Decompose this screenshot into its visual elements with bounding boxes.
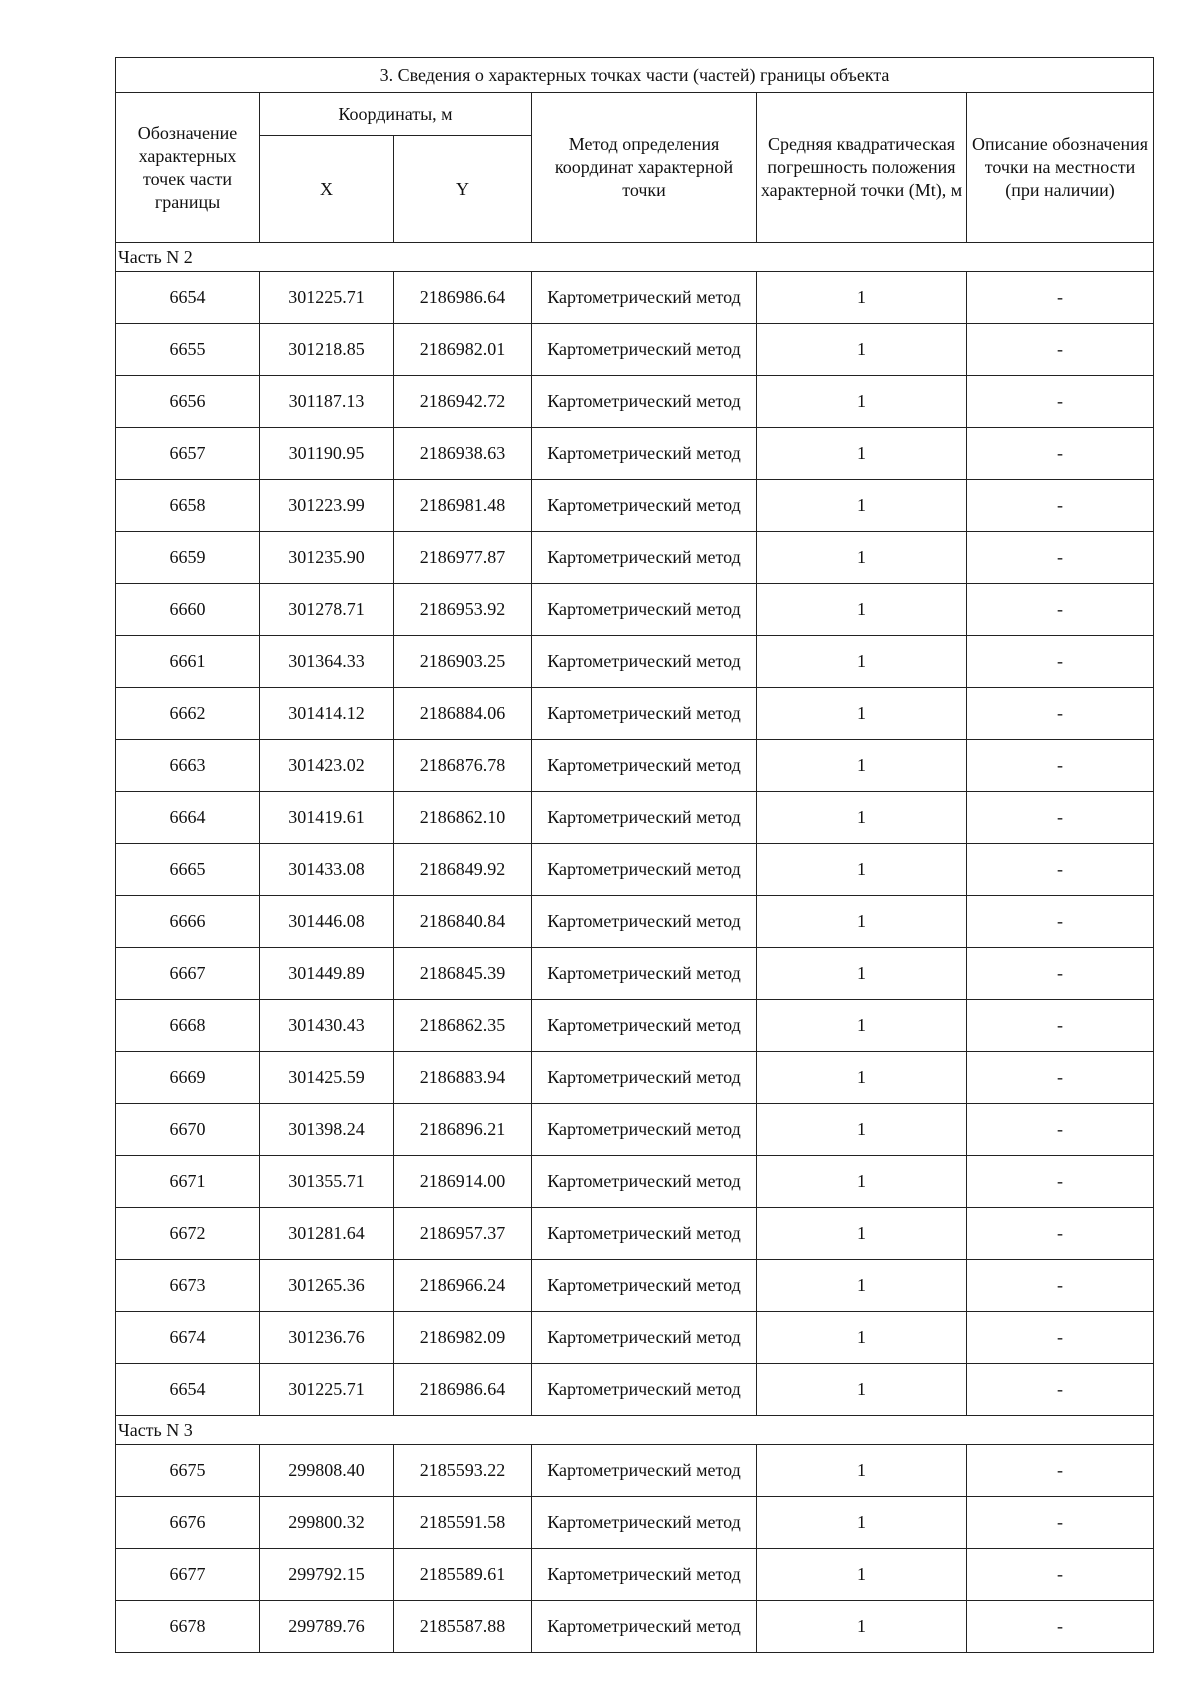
cell-point: 6672	[116, 1208, 260, 1260]
cell-method: Картометрический метод	[532, 1000, 757, 1052]
cell-method: Картометрический метод	[532, 1601, 757, 1653]
cell-description: -	[967, 532, 1154, 584]
cell-y: 2186953.92	[394, 584, 532, 636]
table-row	[116, 1104, 1154, 1156]
cell-point: 6656	[116, 376, 260, 428]
cell-y: 2186845.39	[394, 948, 532, 1000]
cell-mt: 1	[757, 1364, 967, 1416]
cell-method: Картометрический метод	[532, 688, 757, 740]
cell-description: -	[967, 1052, 1154, 1104]
cell-method: Картометрический метод	[532, 1052, 757, 1104]
header-point: Обозначение характерных точек части границы	[116, 93, 260, 243]
cell-x: 301355.71	[260, 1156, 394, 1208]
cell-x: 301446.08	[260, 896, 394, 948]
cell-description: -	[967, 376, 1154, 428]
cell-y: 2185589.61	[394, 1549, 532, 1601]
cell-method: Картометрический метод	[532, 584, 757, 636]
cell-method: Картометрический метод	[532, 1445, 757, 1497]
cell-point: 6678	[116, 1601, 260, 1653]
table-row	[116, 844, 1154, 896]
cell-y: 2186977.87	[394, 532, 532, 584]
table-row	[116, 584, 1154, 636]
cell-method: Картометрический метод	[532, 948, 757, 1000]
cell-method: Картометрический метод	[532, 480, 757, 532]
cell-point: 6670	[116, 1104, 260, 1156]
cell-mt: 1	[757, 740, 967, 792]
table-row	[116, 480, 1154, 532]
table-row	[116, 1364, 1154, 1416]
table-row	[116, 1000, 1154, 1052]
cell-mt: 1	[757, 1000, 967, 1052]
cell-x: 299808.40	[260, 1445, 394, 1497]
cell-mt: 1	[757, 272, 967, 324]
cell-y: 2186982.09	[394, 1312, 532, 1364]
cell-point: 6671	[116, 1156, 260, 1208]
cell-y: 2186942.72	[394, 376, 532, 428]
cell-point: 6676	[116, 1497, 260, 1549]
cell-point: 6667	[116, 948, 260, 1000]
cell-y: 2186876.78	[394, 740, 532, 792]
cell-x: 299792.15	[260, 1549, 394, 1601]
cell-point: 6674	[116, 1312, 260, 1364]
cell-point: 6677	[116, 1549, 260, 1601]
cell-y: 2185593.22	[394, 1445, 532, 1497]
cell-y: 2186986.64	[394, 272, 532, 324]
cell-point: 6655	[116, 324, 260, 376]
cell-x: 301187.13	[260, 376, 394, 428]
cell-method: Картометрический метод	[532, 376, 757, 428]
cell-y: 2186862.35	[394, 1000, 532, 1052]
cell-description: -	[967, 792, 1154, 844]
table-row	[116, 636, 1154, 688]
cell-mt: 1	[757, 1104, 967, 1156]
cell-x: 301419.61	[260, 792, 394, 844]
cell-description: -	[967, 1497, 1154, 1549]
cell-method: Картометрический метод	[532, 844, 757, 896]
part-header-row	[116, 243, 1154, 272]
cell-y: 2186981.48	[394, 480, 532, 532]
cell-method: Картометрический метод	[532, 1104, 757, 1156]
cell-mt: 1	[757, 376, 967, 428]
cell-point: 6668	[116, 1000, 260, 1052]
cell-description: -	[967, 1549, 1154, 1601]
cell-method: Картометрический метод	[532, 532, 757, 584]
table-row	[116, 1052, 1154, 1104]
cell-mt: 1	[757, 896, 967, 948]
cell-point: 6669	[116, 1052, 260, 1104]
cell-point: 6666	[116, 896, 260, 948]
cell-x: 301225.71	[260, 1364, 394, 1416]
table-row	[116, 532, 1154, 584]
table-row	[116, 428, 1154, 480]
cell-point: 6662	[116, 688, 260, 740]
cell-x: 301425.59	[260, 1052, 394, 1104]
cell-x: 301218.85	[260, 324, 394, 376]
table-row	[116, 688, 1154, 740]
cell-mt: 1	[757, 1208, 967, 1260]
cell-point: 6661	[116, 636, 260, 688]
cell-method: Картометрический метод	[532, 1549, 757, 1601]
cell-mt: 1	[757, 428, 967, 480]
cell-method: Картометрический метод	[532, 792, 757, 844]
cell-mt: 1	[757, 792, 967, 844]
cell-y: 2186903.25	[394, 636, 532, 688]
cell-x: 301281.64	[260, 1208, 394, 1260]
cell-y: 2186884.06	[394, 688, 532, 740]
cell-point: 6660	[116, 584, 260, 636]
cell-x: 299800.32	[260, 1497, 394, 1549]
part-label: Часть N 3	[116, 1416, 1154, 1445]
cell-method: Картометрический метод	[532, 1364, 757, 1416]
cell-mt: 1	[757, 1156, 967, 1208]
cell-x: 301225.71	[260, 272, 394, 324]
cell-y: 2185591.58	[394, 1497, 532, 1549]
cell-description: -	[967, 1260, 1154, 1312]
cell-method: Картометрический метод	[532, 428, 757, 480]
table-row	[116, 1601, 1154, 1653]
cell-description: -	[967, 1104, 1154, 1156]
table-body	[116, 243, 1154, 1653]
cell-mt: 1	[757, 688, 967, 740]
cell-point: 6658	[116, 480, 260, 532]
cell-description: -	[967, 1312, 1154, 1364]
part-header-row	[116, 1416, 1154, 1445]
part-label: Часть N 2	[116, 243, 1154, 272]
table-row	[116, 1156, 1154, 1208]
cell-description: -	[967, 636, 1154, 688]
table-row	[116, 272, 1154, 324]
cell-method: Картометрический метод	[532, 272, 757, 324]
cell-point: 6673	[116, 1260, 260, 1312]
header-coordinates: Координаты, м	[260, 93, 532, 136]
cell-mt: 1	[757, 1445, 967, 1497]
cell-x: 301223.99	[260, 480, 394, 532]
cell-x: 301449.89	[260, 948, 394, 1000]
cell-y: 2186862.10	[394, 792, 532, 844]
cell-method: Картометрический метод	[532, 1260, 757, 1312]
cell-description: -	[967, 272, 1154, 324]
cell-y: 2186896.21	[394, 1104, 532, 1156]
cell-x: 301235.90	[260, 532, 394, 584]
boundary-points-table	[115, 57, 1154, 1653]
cell-description: -	[967, 896, 1154, 948]
cell-description: -	[967, 1364, 1154, 1416]
cell-description: -	[967, 324, 1154, 376]
cell-x: 301430.43	[260, 1000, 394, 1052]
cell-mt: 1	[757, 1601, 967, 1653]
cell-mt: 1	[757, 948, 967, 1000]
cell-description: -	[967, 480, 1154, 532]
header-mt: Средняя квадратическая погрешность положения характерной точки (Mt), м	[757, 93, 967, 243]
cell-y: 2186840.84	[394, 896, 532, 948]
cell-method: Картометрический метод	[532, 1156, 757, 1208]
cell-mt: 1	[757, 1312, 967, 1364]
header-x: X	[260, 136, 394, 243]
cell-mt: 1	[757, 584, 967, 636]
cell-point: 6675	[116, 1445, 260, 1497]
cell-x: 301414.12	[260, 688, 394, 740]
cell-x: 301423.02	[260, 740, 394, 792]
cell-y: 2186966.24	[394, 1260, 532, 1312]
cell-x: 301398.24	[260, 1104, 394, 1156]
header-description: Описание обозначения точки на местности (при наличии)	[967, 93, 1154, 243]
cell-point: 6659	[116, 532, 260, 584]
cell-x: 301265.36	[260, 1260, 394, 1312]
cell-description: -	[967, 740, 1154, 792]
cell-description: -	[967, 844, 1154, 896]
cell-mt: 1	[757, 480, 967, 532]
table-title: 3. Сведения о характерных точках части (частей) границы объекта	[116, 58, 1154, 93]
cell-description: -	[967, 688, 1154, 740]
table-row	[116, 1208, 1154, 1260]
table-row	[116, 896, 1154, 948]
cell-mt: 1	[757, 844, 967, 896]
cell-description: -	[967, 1601, 1154, 1653]
cell-description: -	[967, 1445, 1154, 1497]
cell-mt: 1	[757, 636, 967, 688]
table-row	[116, 740, 1154, 792]
cell-y: 2186986.64	[394, 1364, 532, 1416]
table-row	[116, 1260, 1154, 1312]
cell-y: 2186914.00	[394, 1156, 532, 1208]
cell-x: 299789.76	[260, 1601, 394, 1653]
table-row	[116, 1312, 1154, 1364]
cell-y: 2186982.01	[394, 324, 532, 376]
cell-method: Картометрический метод	[532, 324, 757, 376]
table-row	[116, 948, 1154, 1000]
cell-mt: 1	[757, 1549, 967, 1601]
cell-x: 301190.95	[260, 428, 394, 480]
cell-method: Картометрический метод	[532, 740, 757, 792]
cell-method: Картометрический метод	[532, 896, 757, 948]
cell-point: 6657	[116, 428, 260, 480]
cell-mt: 1	[757, 1052, 967, 1104]
cell-point: 6665	[116, 844, 260, 896]
cell-mt: 1	[757, 1260, 967, 1312]
cell-description: -	[967, 1208, 1154, 1260]
table-row	[116, 1445, 1154, 1497]
cell-method: Картометрический метод	[532, 636, 757, 688]
cell-y: 2186957.37	[394, 1208, 532, 1260]
cell-mt: 1	[757, 1497, 967, 1549]
cell-description: -	[967, 584, 1154, 636]
cell-description: -	[967, 1000, 1154, 1052]
table-row	[116, 792, 1154, 844]
cell-method: Картометрический метод	[532, 1208, 757, 1260]
cell-x: 301236.76	[260, 1312, 394, 1364]
cell-point: 6664	[116, 792, 260, 844]
cell-method: Картометрический метод	[532, 1497, 757, 1549]
cell-point: 6654	[116, 1364, 260, 1416]
header-y: Y	[394, 136, 532, 243]
cell-x: 301278.71	[260, 584, 394, 636]
cell-point: 6654	[116, 272, 260, 324]
cell-y: 2185587.88	[394, 1601, 532, 1653]
cell-y: 2186849.92	[394, 844, 532, 896]
table-row	[116, 376, 1154, 428]
cell-mt: 1	[757, 324, 967, 376]
cell-y: 2186883.94	[394, 1052, 532, 1104]
table-row	[116, 1549, 1154, 1601]
cell-x: 301364.33	[260, 636, 394, 688]
cell-y: 2186938.63	[394, 428, 532, 480]
cell-x: 301433.08	[260, 844, 394, 896]
cell-mt: 1	[757, 532, 967, 584]
cell-method: Картометрический метод	[532, 1312, 757, 1364]
cell-description: -	[967, 948, 1154, 1000]
cell-description: -	[967, 1156, 1154, 1208]
table-row	[116, 1497, 1154, 1549]
table-row	[116, 324, 1154, 376]
header-method: Метод определения координат характерной точки	[532, 93, 757, 243]
cell-point: 6663	[116, 740, 260, 792]
cell-description: -	[967, 428, 1154, 480]
